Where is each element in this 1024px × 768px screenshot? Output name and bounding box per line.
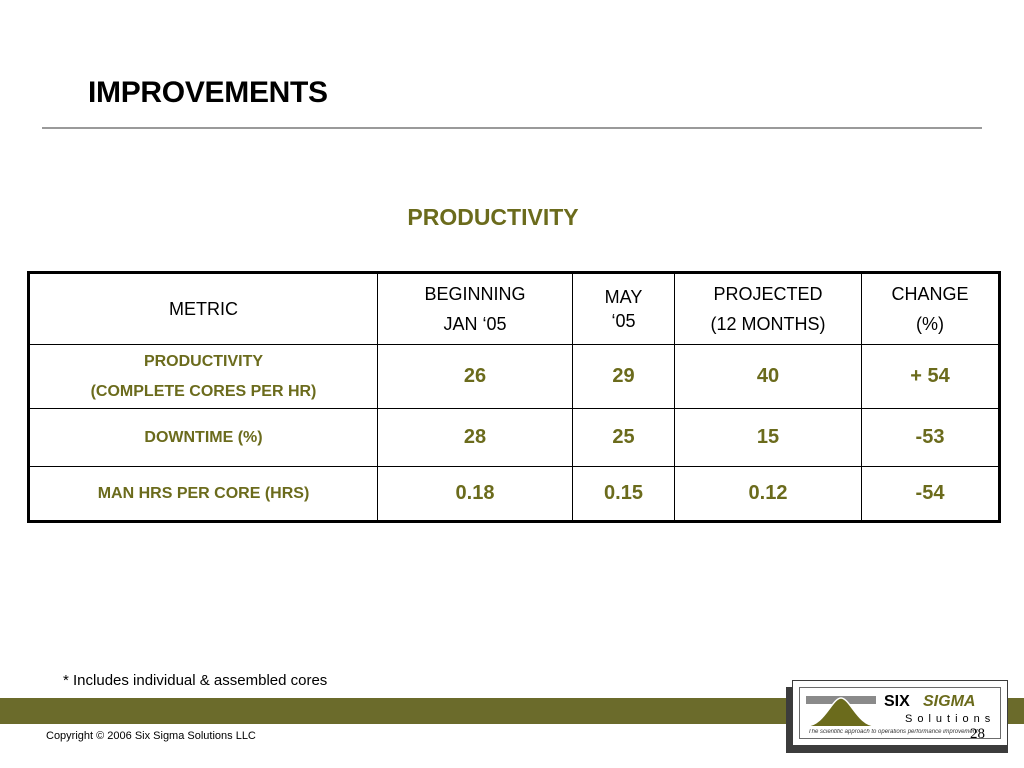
header-may [573,273,675,345]
row-label-downtime [29,409,378,467]
header-change-line2: (%) [916,314,944,334]
row-label-line1: MAN HRS PER CORE (HRS) [97,484,310,502]
header-beginning-line1: BEGINNING [424,284,526,304]
row-label-line1: DOWNTIME (%) [144,428,263,446]
header-beginning-line2: JAN ‘05 [443,314,507,334]
slide-title: IMPROVEMENTS [88,76,328,109]
cell-change: -54 [862,467,1000,522]
cell-change: + 54 [862,345,1000,409]
header-metric-label: METRIC [169,299,238,319]
row-label-line2: (COMPLETE CORES PER HR) [90,382,317,400]
productivity-table [27,271,1001,523]
header-projected-line1: PROJECTED [713,284,823,304]
cell-projected: 40 [675,345,862,409]
cell-projected: 0.12 [675,467,862,522]
footnote: * Includes individual & assembled cores [63,672,328,689]
cell-may: 29 [573,345,675,409]
logo-tagline: The scientific approach to operations performance improvement [808,729,978,735]
page-number: 28 [970,726,985,742]
cell-may: 25 [573,409,675,467]
title-divider [42,127,982,129]
table-row [29,409,1000,467]
cell-change: -53 [862,409,1000,467]
cell-may: 0.15 [573,467,675,522]
table-row [29,467,1000,522]
header-change [862,273,1000,345]
logo-sigma-text: SIGMA [923,693,976,710]
header-beginning [378,273,573,345]
row-label-man-hrs [29,467,378,522]
row-label-productivity [29,345,378,409]
header-projected [675,273,862,345]
cell-beginning: 26 [378,345,573,409]
header-metric [29,273,378,345]
header-may-line2: ‘05 [611,311,636,331]
cell-beginning: 28 [378,409,573,467]
header-may-line1: MAY [604,287,643,307]
section-heading: PRODUCTIVITY [407,204,579,230]
cell-beginning: 0.18 [378,467,573,522]
logo-six-text: SIX [884,693,910,710]
cell-projected: 15 [675,409,862,467]
header-change-line1: CHANGE [891,284,969,304]
header-projected-line2: (12 MONTHS) [710,314,826,334]
logo-solutions-text: Solutions [905,713,996,725]
bell-curve-icon [806,692,876,728]
table-row [29,345,1000,409]
table-header-row [29,273,1000,345]
row-label-line1: PRODUCTIVITY [143,352,264,370]
copyright-text: Copyright © 2006 Six Sigma Solutions LLC [46,730,256,742]
